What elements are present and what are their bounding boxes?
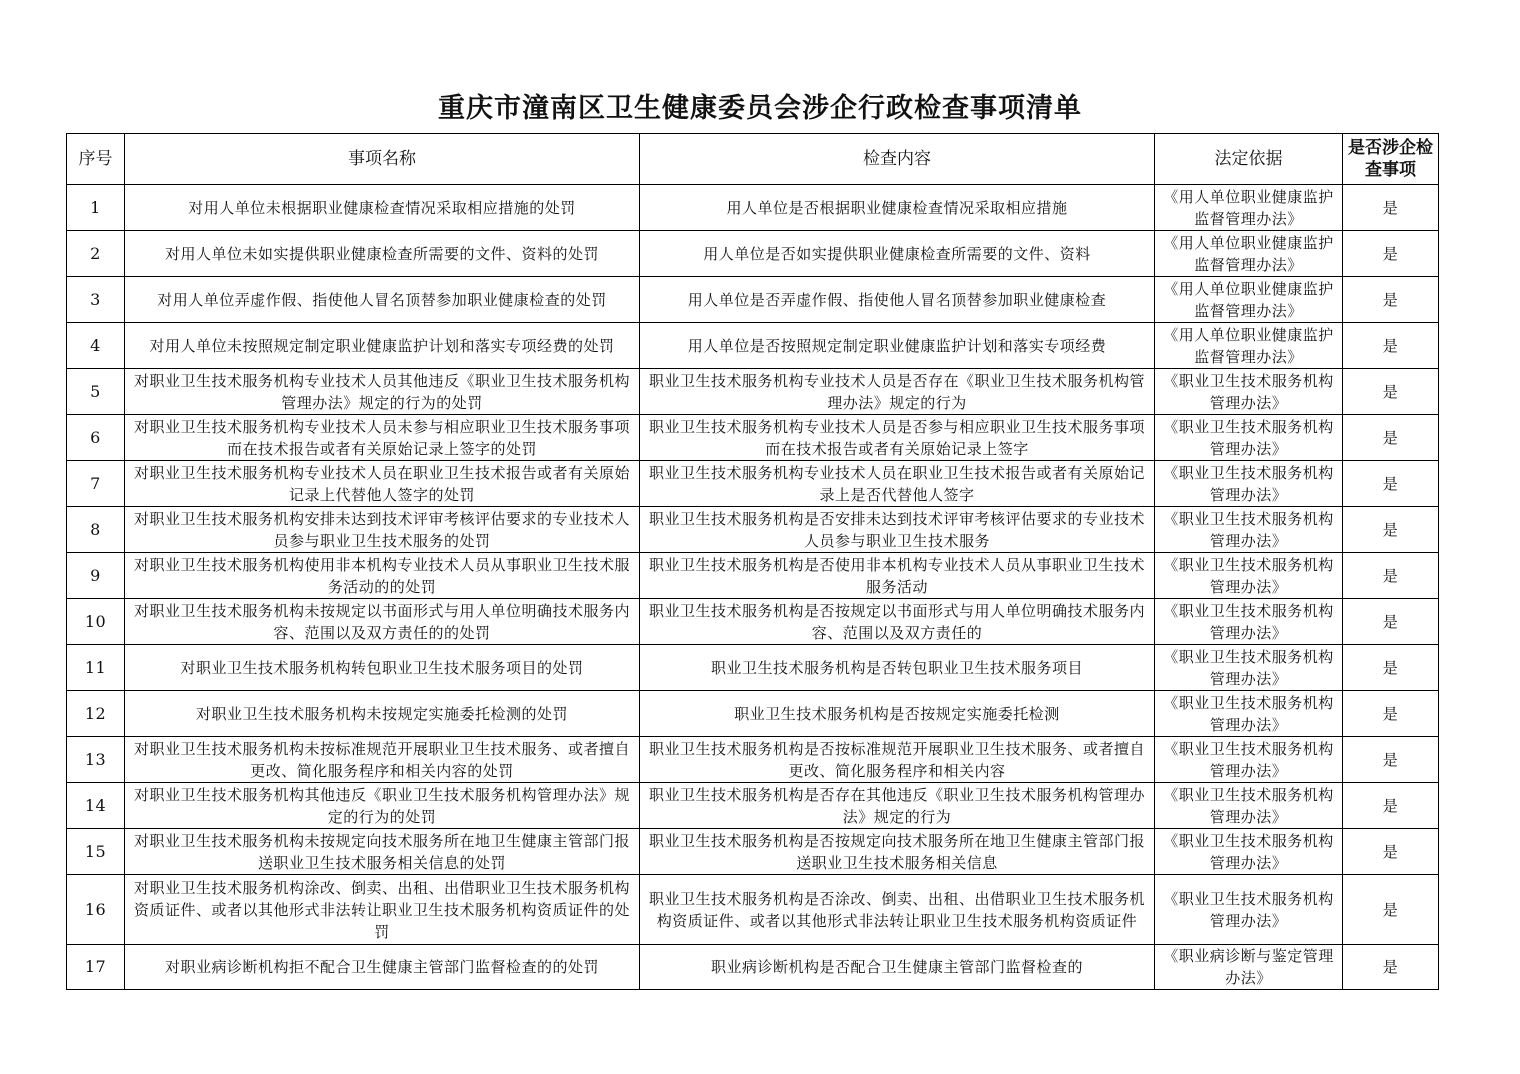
cell-item-name: 对职业卫生技术服务机构专业技术人员在职业卫生技术报告或者有关原始记录上代替他人签字的处罚	[125, 461, 640, 507]
cell-inspection-content: 职业卫生技术服务机构是否按规定向技术服务所在地卫生健康主管部门报送职业卫生技术服务相关信息	[640, 829, 1155, 875]
cell-inspection-content: 职业卫生技术服务机构是否存在其他违反《职业卫生技术服务机构管理办法》规定的行为	[640, 783, 1155, 829]
cell-item-name: 对职业卫生技术服务机构转包职业卫生技术服务项目的处罚	[125, 645, 640, 691]
cell-serial: 10	[67, 599, 125, 645]
cell-legal-basis: 《职业卫生技术服务机构管理办法》	[1155, 415, 1343, 461]
table-row	[67, 277, 1439, 323]
cell-enterprise-related: 是	[1343, 553, 1439, 599]
header-inspection-content: 检查内容	[640, 134, 1155, 185]
cell-legal-basis: 《职业卫生技术服务机构管理办法》	[1155, 829, 1343, 875]
cell-enterprise-related: 是	[1343, 691, 1439, 737]
cell-inspection-content: 用人单位是否根据职业健康检查情况采取相应措施	[640, 185, 1155, 231]
header-legal-basis: 法定依据	[1155, 134, 1343, 185]
table-row	[67, 507, 1439, 553]
table-row	[67, 645, 1439, 691]
cell-legal-basis: 《用人单位职业健康监护监督管理办法》	[1155, 277, 1343, 323]
cell-serial: 7	[67, 461, 125, 507]
cell-enterprise-related: 是	[1343, 507, 1439, 553]
cell-item-name: 对用人单位弄虚作假、指使他人冒名顶替参加职业健康检查的处罚	[125, 277, 640, 323]
cell-inspection-content: 用人单位是否如实提供职业健康检查所需要的文件、资料	[640, 231, 1155, 277]
cell-inspection-content: 职业卫生技术服务机构是否涂改、倒卖、出租、出借职业卫生技术服务机构资质证件、或者以其他形式非法转让职业卫生技术服务机构资质证件	[640, 875, 1155, 945]
cell-inspection-content: 职业卫生技术服务机构专业技术人员是否存在《职业卫生技术服务机构管理办法》规定的行为	[640, 369, 1155, 415]
cell-legal-basis: 《职业卫生技术服务机构管理办法》	[1155, 507, 1343, 553]
cell-legal-basis: 《职业卫生技术服务机构管理办法》	[1155, 461, 1343, 507]
cell-inspection-content: 职业卫生技术服务机构专业技术人员是否参与相应职业卫生技术服务事项而在技术报告或者有关原始记录上签字	[640, 415, 1155, 461]
cell-serial: 16	[67, 875, 125, 945]
cell-legal-basis: 《用人单位职业健康监护监督管理办法》	[1155, 185, 1343, 231]
header-item-name: 事项名称	[125, 134, 640, 185]
cell-inspection-content: 职业卫生技术服务机构是否按规定以书面形式与用人单位明确技术服务内容、范围以及双方责任的	[640, 599, 1155, 645]
table-row	[67, 829, 1439, 875]
cell-legal-basis: 《用人单位职业健康监护监督管理办法》	[1155, 231, 1343, 277]
table-row	[67, 553, 1439, 599]
cell-legal-basis: 《职业卫生技术服务机构管理办法》	[1155, 783, 1343, 829]
cell-serial: 5	[67, 369, 125, 415]
table-row	[67, 737, 1439, 783]
cell-inspection-content: 职业卫生技术服务机构专业技术人员在职业卫生技术报告或者有关原始记录上是否代替他人签字	[640, 461, 1155, 507]
cell-item-name: 对用人单位未根据职业健康检查情况采取相应措施的处罚	[125, 185, 640, 231]
cell-inspection-content: 职业病诊断机构是否配合卫生健康主管部门监督检查的	[640, 945, 1155, 990]
cell-item-name: 对职业病诊断机构拒不配合卫生健康主管部门监督检查的的处罚	[125, 945, 640, 990]
cell-legal-basis: 《职业卫生技术服务机构管理办法》	[1155, 875, 1343, 945]
table-row	[67, 323, 1439, 369]
cell-serial: 8	[67, 507, 125, 553]
cell-item-name: 对职业卫生技术服务机构未按规定向技术服务所在地卫生健康主管部门报送职业卫生技术服务相关信息的处罚	[125, 829, 640, 875]
cell-item-name: 对职业卫生技术服务机构未按规定实施委托检测的处罚	[125, 691, 640, 737]
cell-serial: 3	[67, 277, 125, 323]
table-row	[67, 945, 1439, 990]
cell-legal-basis: 《职业卫生技术服务机构管理办法》	[1155, 691, 1343, 737]
cell-inspection-content: 职业卫生技术服务机构是否按标准规范开展职业卫生技术服务、或者擅自更改、简化服务程序和相关内容	[640, 737, 1155, 783]
cell-legal-basis: 《职业卫生技术服务机构管理办法》	[1155, 645, 1343, 691]
cell-serial: 9	[67, 553, 125, 599]
cell-serial: 15	[67, 829, 125, 875]
cell-legal-basis: 《职业卫生技术服务机构管理办法》	[1155, 369, 1343, 415]
cell-legal-basis: 《职业卫生技术服务机构管理办法》	[1155, 599, 1343, 645]
cell-legal-basis: 《职业卫生技术服务机构管理办法》	[1155, 737, 1343, 783]
table-row	[67, 369, 1439, 415]
cell-inspection-content: 职业卫生技术服务机构是否使用非本机构专业技术人员从事职业卫生技术服务活动	[640, 553, 1155, 599]
cell-item-name: 对用人单位未如实提供职业健康检查所需要的文件、资料的处罚	[125, 231, 640, 277]
page-title: 重庆市潼南区卫生健康委员会涉企行政检查事项清单	[438, 93, 1082, 124]
cell-serial: 2	[67, 231, 125, 277]
cell-enterprise-related: 是	[1343, 323, 1439, 369]
table-row	[67, 875, 1439, 945]
cell-legal-basis: 《职业卫生技术服务机构管理办法》	[1155, 553, 1343, 599]
cell-enterprise-related: 是	[1343, 277, 1439, 323]
cell-inspection-content: 用人单位是否弄虚作假、指使他人冒名顶替参加职业健康检查	[640, 277, 1155, 323]
cell-item-name: 对职业卫生技术服务机构专业技术人员未参与相应职业卫生技术服务事项而在技术报告或者有关原始记录上签字的处罚	[125, 415, 640, 461]
cell-item-name: 对职业卫生技术服务机构未按标准规范开展职业卫生技术服务、或者擅自更改、简化服务程序和相关内容的处罚	[125, 737, 640, 783]
cell-serial: 6	[67, 415, 125, 461]
cell-enterprise-related: 是	[1343, 945, 1439, 990]
cell-serial: 14	[67, 783, 125, 829]
cell-serial: 17	[67, 945, 125, 990]
cell-inspection-content: 用人单位是否按照规定制定职业健康监护计划和落实专项经费	[640, 323, 1155, 369]
table-row	[67, 461, 1439, 507]
cell-enterprise-related: 是	[1343, 599, 1439, 645]
table-header-row	[67, 134, 1439, 185]
table-row	[67, 185, 1439, 231]
cell-item-name: 对职业卫生技术服务机构未按规定以书面形式与用人单位明确技术服务内容、范围以及双方责任的的处罚	[125, 599, 640, 645]
cell-legal-basis: 《用人单位职业健康监护监督管理办法》	[1155, 323, 1343, 369]
cell-enterprise-related: 是	[1343, 829, 1439, 875]
cell-item-name: 对职业卫生技术服务机构专业技术人员其他违反《职业卫生技术服务机构管理办法》规定的行为的处罚	[125, 369, 640, 415]
cell-serial: 13	[67, 737, 125, 783]
table-row	[67, 599, 1439, 645]
cell-enterprise-related: 是	[1343, 875, 1439, 945]
cell-serial: 4	[67, 323, 125, 369]
cell-enterprise-related: 是	[1343, 737, 1439, 783]
cell-enterprise-related: 是	[1343, 461, 1439, 507]
cell-enterprise-related: 是	[1343, 415, 1439, 461]
table-row	[67, 691, 1439, 737]
cell-serial: 12	[67, 691, 125, 737]
header-serial: 序号	[67, 134, 125, 185]
cell-item-name: 对职业卫生技术服务机构安排未达到技术评审考核评估要求的专业技术人员参与职业卫生技术服务的处罚	[125, 507, 640, 553]
table-row	[67, 415, 1439, 461]
cell-enterprise-related: 是	[1343, 369, 1439, 415]
cell-inspection-content: 职业卫生技术服务机构是否按规定实施委托检测	[640, 691, 1155, 737]
cell-enterprise-related: 是	[1343, 645, 1439, 691]
inspection-table	[66, 133, 1439, 990]
table-row	[67, 783, 1439, 829]
cell-enterprise-related: 是	[1343, 231, 1439, 277]
cell-enterprise-related: 是	[1343, 783, 1439, 829]
header-enterprise-related: 是否涉企检查事项	[1343, 134, 1439, 185]
cell-item-name: 对职业卫生技术服务机构涂改、倒卖、出租、出借职业卫生技术服务机构资质证件、或者以其他形式非法转让职业卫生技术服务机构资质证件的处罚	[125, 875, 640, 945]
cell-enterprise-related: 是	[1343, 185, 1439, 231]
cell-item-name: 对职业卫生技术服务机构使用非本机构专业技术人员从事职业卫生技术服务活动的的处罚	[125, 553, 640, 599]
cell-item-name: 对用人单位未按照规定制定职业健康监护计划和落实专项经费的处罚	[125, 323, 640, 369]
cell-inspection-content: 职业卫生技术服务机构是否安排未达到技术评审考核评估要求的专业技术人员参与职业卫生技术服务	[640, 507, 1155, 553]
cell-inspection-content: 职业卫生技术服务机构是否转包职业卫生技术服务项目	[640, 645, 1155, 691]
table-row	[67, 231, 1439, 277]
cell-serial: 1	[67, 185, 125, 231]
cell-item-name: 对职业卫生技术服务机构其他违反《职业卫生技术服务机构管理办法》规定的行为的处罚	[125, 783, 640, 829]
cell-serial: 11	[67, 645, 125, 691]
cell-legal-basis: 《职业病诊断与鉴定管理办法》	[1155, 945, 1343, 990]
